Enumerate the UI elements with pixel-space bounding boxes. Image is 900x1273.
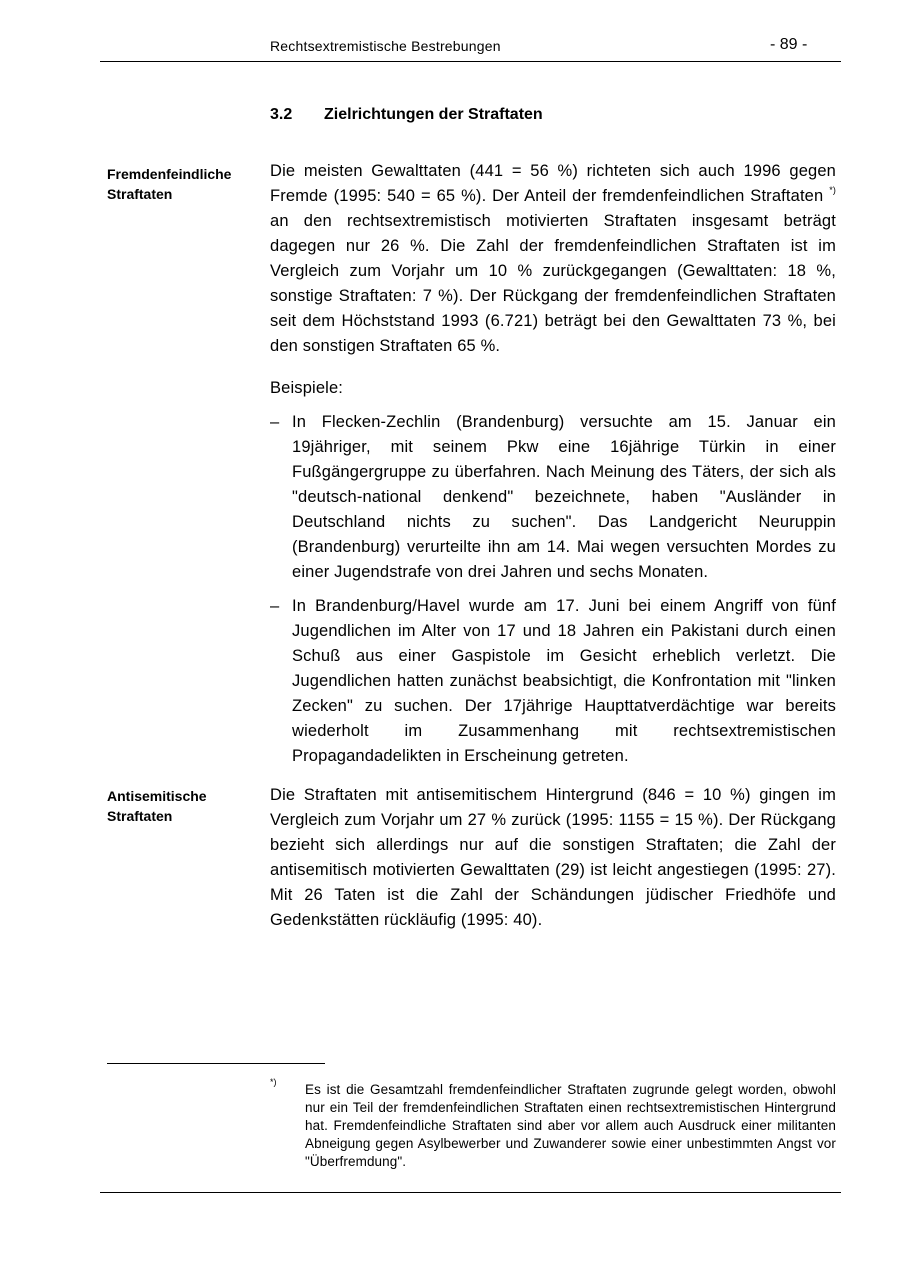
margin-note-xenophobic [107,164,257,204]
list-dash: – [270,413,280,431]
margin-note-line: Straftaten [107,808,173,824]
page-number: - 89 - [770,36,808,53]
header-rule [100,61,841,62]
running-title: Rechtsextremistische Bestrebungen [270,38,501,54]
footnote-text: Es ist die Gesamtzahl fremdenfeindlicher Straftaten zugrunde gelegt worden, obwohl nur ein Teil der fremdenfeindlichen Straftaten einen rechtsextremistischen Hintergrund hat. Fremdenfeindliche Straftaten sind aber vor allem auch Ausdruck einer militanten Abneigung gegen Asylbewerber und Zuwanderer sowie einer unbestimmten Angst vor "Überfremdung". [305,1082,836,1169]
examples-label: Beispiele: [270,379,344,397]
section-number: 3.2 [270,106,293,123]
example-text: In Flecken-Zechlin (Brandenburg) versuchte am 15. Januar ein 19jähriger, mit seinem Pkw eine 16jährige Türkin in einer Fußgängergruppe zu überfahren. Nach Meinung des Täters, der sich als "deutsch-national denkend" bezeichnete, haben "Ausländer in Deutschland nichts zu suchen". Das Landgericht Neuruppin (Brandenburg) verurteilte ihn am 14. Mai wegen versuchten Mordes zu einer Jugendstrafe von drei Jahren und sechs Monaten. [292,413,836,581]
list-dash: – [270,597,280,615]
example-item [270,594,836,769]
antisemitic-paragraph: Die Straftaten mit antisemitischem Hintergrund (846 = 10 %) gingen im Vergleich zum Vorjahr um 27 % zurück (1995: 1155 = 15 %). Der Rückgang bezieht sich allerdings nur auf die sonstigen Straftaten; die Zahl der antisemitisch motivierten Gewalttaten (29) ist leicht angestiegen (1995: 27). Mit 26 Taten ist die Zahl der Schändungen jüdischer Friedhöfe und Gedenkstätten rückläufig (1995: 40). [270,786,836,929]
example-text: In Brandenburg/Havel wurde am 17. Juni bei einem Angriff von fünf Jugendlichen im Alter von 17 und 18 Jahren ein Pakistani durch einen Schuß aus einer Gaspistole im Gesicht erheblich verletzt. Die Jugendlichen hatten zunächst beabsichtigt, die Konfrontation mit "linken Zecken" zu suchen. Der 17jährige Haupttatverdächtige war bereits wiederholt im Zusammenhang mit rechtsextremistischen Propagandadelikten in Erscheinung getreten. [292,597,836,765]
example-item [270,410,836,585]
margin-note-line: Straftaten [107,186,173,202]
footer-rule [100,1192,841,1193]
margin-note-line: Fremdenfeindliche [107,166,232,182]
margin-note-antisemitic [107,786,257,826]
margin-note-line: Antisemitische [107,788,207,804]
footnote-marker: *) [270,1077,277,1087]
section-heading [270,106,543,124]
paragraph-text: Die meisten Gewalttaten (441 = 56 %) richteten sich auch 1996 gegen Fremde (1995: 540 = 65 %). Der Anteil der fremdenfeindlichen Straftaten [270,162,836,205]
xenophobic-paragraph [270,159,836,359]
footnote-reference: *) [829,185,836,195]
section-title: Zielrichtungen der Straftaten [324,106,543,123]
paragraph-text: an den rechtsextremistisch motivierten Straftaten insgesamt beträgt dagegen nur 26 %. Die Zahl der fremdenfeindlichen Straftaten ist im Vergleich zum Vorjahr um 10 % zurückgegangen (Gewalttaten: 18 %, sonstige Straftaten: 7 %). Der Rückgang der fremdenfeindlichen Straftaten seit dem Höchststand 1993 (6.721) beträgt bei den Gewalttaten 73 %, bei den sonstigen Straftaten 65 %. [270,212,836,355]
footnote-rule [107,1063,325,1064]
